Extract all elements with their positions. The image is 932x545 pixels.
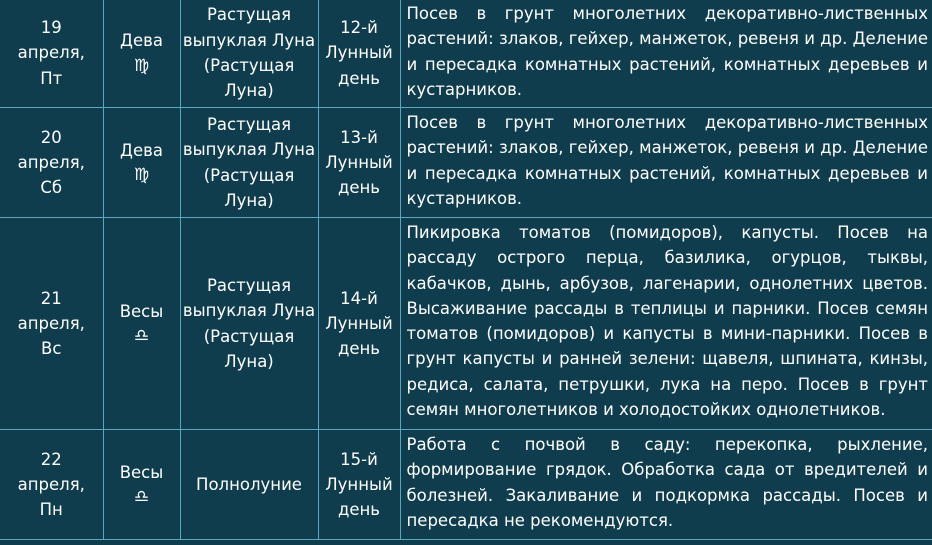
lunar-day-line: день xyxy=(337,68,381,88)
moon-phase-line: Полнолуние xyxy=(196,474,302,494)
date-month: апреля, xyxy=(17,474,85,494)
zodiac-sign: Весы xyxy=(119,462,164,482)
lunar-day-cell xyxy=(318,430,400,540)
lunar-day-line: 12-й xyxy=(340,18,378,38)
moon-phase-cell xyxy=(180,430,318,540)
moon-phase-cell xyxy=(180,218,318,430)
lunar-day-line: Лунный xyxy=(325,152,393,172)
lunar-day-cell xyxy=(318,218,400,430)
table-row xyxy=(0,218,932,430)
date-cell xyxy=(0,108,103,218)
moon-phase-line: Луна) xyxy=(224,351,274,371)
recommendation-text: Пикировка томатов (помидоров), капусты. Посев на рассаду острого перца, базилика, огурцов, тыквы, кабачков, дынь, арбузов, лагенарии, однолетних цветов. Высаживание рассады в теплицы и парники. Посев семян томатов (помидоров) и капусты в мини-парники. Посев в грунт капусты и ранней зелени: щавеля, шпината, кинзы, редиса, салата, петрушки, лука на перо. Посев в грунт семян многолетников и холодостойких однолетников. xyxy=(400,218,932,430)
date-cell xyxy=(0,218,103,430)
lunar-day-cell xyxy=(318,108,400,218)
libra-icon: ♎ xyxy=(133,487,150,508)
zodiac-cell xyxy=(103,0,180,108)
moon-phase-line: Растущая xyxy=(206,114,292,134)
zodiac-sign: Весы xyxy=(119,301,164,321)
lunar-day-line: Лунный xyxy=(325,313,393,333)
moon-phase-line: (Растущая xyxy=(203,165,295,185)
moon-phase-line: (Растущая xyxy=(203,56,295,75)
date-weekday: Пт xyxy=(40,68,63,88)
virgo-icon: ♍ xyxy=(133,165,150,186)
date-weekday: Сб xyxy=(40,178,63,198)
moon-phase-line: (Растущая xyxy=(203,326,295,346)
moon-phase-line: Луна) xyxy=(224,81,274,101)
lunar-day-line: 14-й xyxy=(340,288,378,308)
date-month: апреля, xyxy=(17,152,85,172)
zodiac-sign: Дева xyxy=(120,140,163,160)
lunar-day-line: день xyxy=(337,500,381,520)
date-day: 22 xyxy=(40,449,62,469)
moon-phase-cell xyxy=(180,0,318,108)
date-day: 21 xyxy=(40,288,62,308)
zodiac-cell xyxy=(103,108,180,218)
recommendation-text: Посев в грунт многолетних декоративно-лиственных растений: злаков, гейхер, манжеток, ревеня и др. Деление и пересадка комнатных растений, комнатных деревьев и кустарников. xyxy=(400,0,932,108)
lunar-day-line: 15-й xyxy=(340,449,378,469)
lunar-day-line: Лунный xyxy=(325,474,393,494)
moon-phase-line: Растущая xyxy=(206,5,292,25)
lunar-day-line: день xyxy=(337,339,381,359)
moon-phase-line: выпуклая Луна xyxy=(182,140,316,160)
lunar-day-line: Лунный xyxy=(325,43,393,63)
table-row xyxy=(0,430,932,540)
table-row xyxy=(0,0,932,108)
moon-phase-line: Луна) xyxy=(224,190,274,210)
libra-icon: ♎ xyxy=(133,326,150,347)
zodiac-cell xyxy=(103,430,180,540)
table-row xyxy=(0,108,932,218)
date-day: 20 xyxy=(40,127,62,147)
moon-phase-line: Растущая xyxy=(206,275,292,295)
moon-phase-cell xyxy=(180,108,318,218)
date-day: 19 xyxy=(40,18,62,38)
moon-phase-line: выпуклая Луна xyxy=(182,30,316,50)
recommendation-text: Посев в грунт многолетних декоративно-лиственных растений: злаков, гейхер, манжеток, ревеня и др. Деление и пересадка комнатных растений, комнатных деревьев и кустарников. xyxy=(400,108,932,218)
date-weekday: Вс xyxy=(41,339,62,359)
date-month: апреля, xyxy=(17,43,85,63)
date-cell xyxy=(0,0,103,108)
date-weekday: Пн xyxy=(39,500,63,520)
zodiac-sign: Дева xyxy=(120,31,163,51)
virgo-icon: ♍ xyxy=(133,55,150,76)
recommendation-text: Работа с почвой в саду: перекопка, рыхление, формирование грядок. Обработка сада от вредителей и болезней. Закаливание и подкормка рассады. Посев и пересадка не рекомендуются. xyxy=(400,430,932,540)
date-month: апреля, xyxy=(17,313,85,333)
zodiac-cell xyxy=(103,218,180,430)
moon-phase-line: выпуклая Луна xyxy=(182,301,316,321)
lunar-day-cell xyxy=(318,0,400,108)
date-cell xyxy=(0,430,103,540)
lunar-day-line: день xyxy=(337,178,381,198)
lunar-day-line: 13-й xyxy=(340,127,378,147)
